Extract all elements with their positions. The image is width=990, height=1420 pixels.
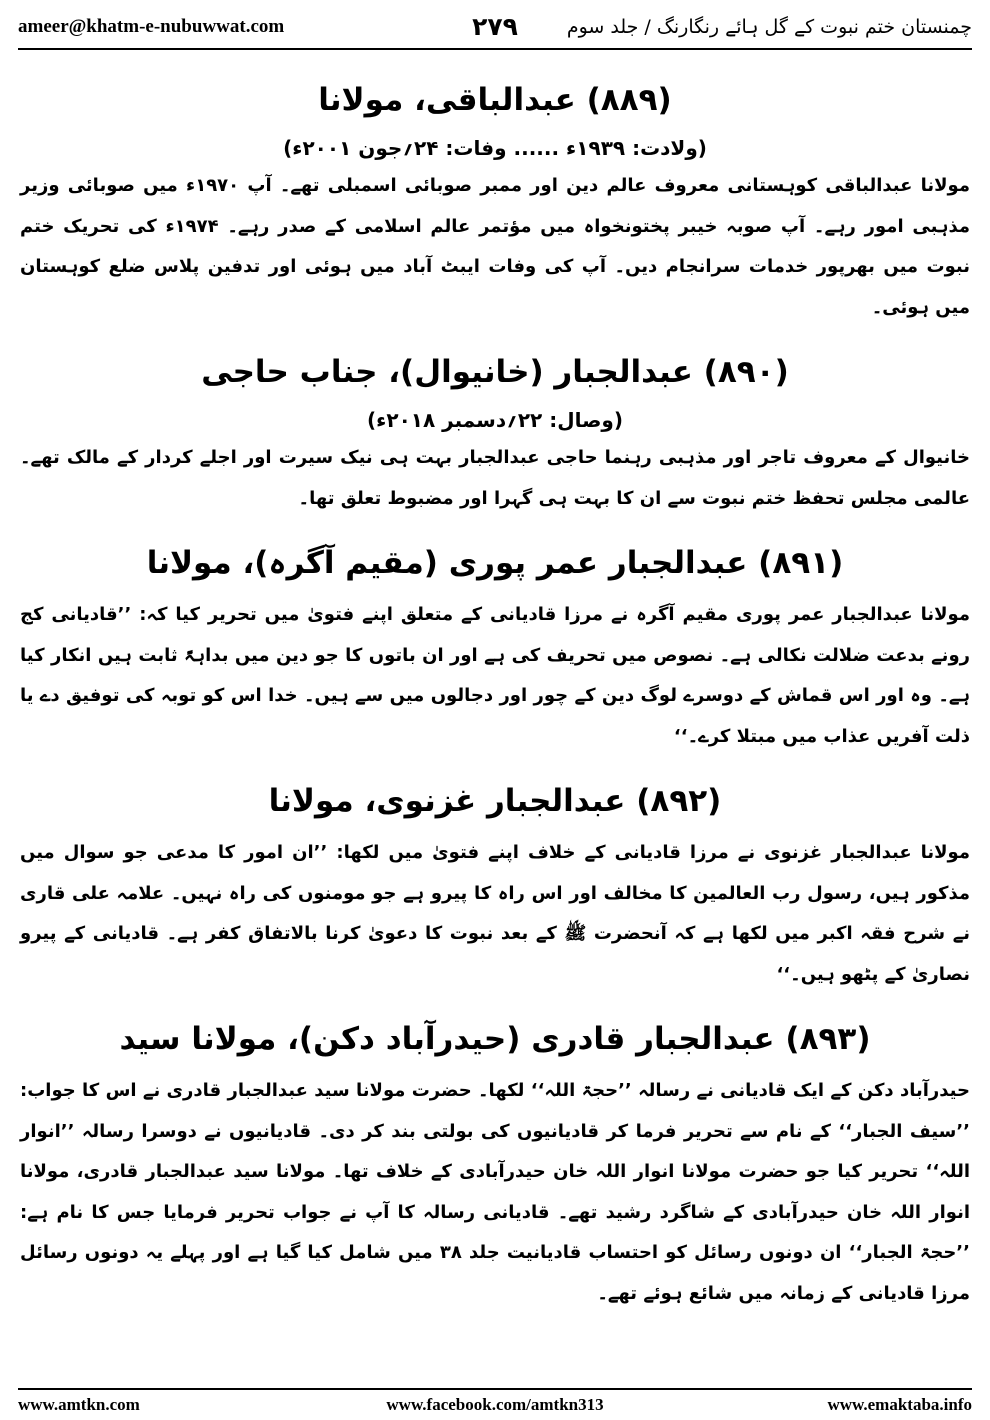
page-content — [20, 60, 970, 1314]
book-title: چمنستان ختم نبوت کے گل ہائے رنگارنگ / جلد سوم — [566, 16, 972, 38]
entry-890 — [20, 350, 970, 519]
footer-link-amtkn[interactable]: www.amtkn.com — [18, 1395, 140, 1414]
entry-heading: (۸۹۱) عبدالجبار عمر پوری (مقیم آگرہ)، مولانا — [146, 545, 844, 581]
header-email[interactable]: ameer@khatm-e-nubuwwat.com — [18, 16, 285, 37]
entry-dates: (ولادت: ۱۹۳۹ء ...... وفات: ۲۴؍جون ۲۰۰۱ء) — [283, 136, 707, 160]
footer-divider — [18, 1388, 972, 1390]
page-header — [18, 10, 972, 50]
entry-heading: (۸۹۳) عبدالجبار قادری (حیدرآباد دکن)، مولانا سید — [119, 1021, 871, 1057]
entry-paragraph: مولانا عبدالباقی کوہستانی معروف عالم دین اور ممبر صوبائی اسمبلی تھے۔ آپ ۱۹۷۰ء میں صوبائی وزیر مذہبی امور رہے۔ آپ صوبہ خیبر پختونخواہ میں مؤتمر عالم اسلامی کے صدر رہے۔ ۱۹۷۴ء کی تحریک ختم نبوت میں بھرپور خدمات سرانجام دیں۔ آپ کی وفات ایبٹ آباد میں ہوئی اور تدفین پلاس ضلع کوہستان میں ہوئی۔ — [20, 175, 971, 318]
entry-paragraph: مولانا عبدالجبار غزنوی نے مرزا قادیانی کے خلاف اپنے فتویٰ میں لکھا: ’’ان امور کا مدعی جو سوال میں مذکور ہیں، رسول رب العالمین کا مخالف اور اس راہ کا پیرو ہے جو مومنوں کی راہ نہیں۔ علامہ علی قاری نے شرح فقہ اکبر میں لکھا ہے کہ آنحضرت ﷺ کے بعد نبوت کا دعویٰ کرنا بالاتفاق کفر ہے۔ قادیانی کے پیرو نصاریٰ کے پٹھو ہیں۔‘‘ — [20, 842, 970, 985]
entry-891 — [20, 541, 970, 757]
footer-link-facebook[interactable]: www.facebook.com/amtkn313 — [386, 1395, 604, 1414]
entry-heading: (۸۸۹) عبدالباقی، مولانا — [318, 82, 672, 118]
page-footer — [18, 1395, 972, 1417]
entry-heading: (۸۹۰) عبدالجبار (خانیوال)، جناب حاجی — [201, 354, 789, 390]
entry-paragraph: خانیوال کے معروف تاجر اور مذہبی رہنما حاجی عبدالجبار بہت ہی نیک سیرت اور اجلے کردار کے مالک تھے۔ عالمی مجلس تحفظ ختم نبوت سے ان کا بہت ہی گہرا اور مضبوط تعلق تھا۔ — [20, 447, 970, 509]
footer-link-emaktaba[interactable]: www.emaktaba.info — [827, 1395, 972, 1414]
entry-heading: (۸۹۲) عبدالجبار غزنوی، مولانا — [268, 783, 722, 819]
header-divider — [18, 48, 972, 50]
entry-892 — [20, 779, 970, 995]
entry-889 — [20, 78, 970, 328]
entry-paragraph: حیدرآباد دکن کے ایک قادیانی نے رسالہ ’’حجۃ اللہ‘‘ لکھا۔ حضرت مولانا سید عبدالجبار قادری نے اس کا جواب: ’’سیف الجبار‘‘ کے نام سے تحریر فرما کر قادیانیوں کی بولتی بند کر دی۔ قادیانیوں نے دوسرا رسالہ ’’انوار اللہ‘‘ تحریر کیا جو حضرت مولانا انوار اللہ خان حیدرآبادی کے خلاف تھا۔ مولانا سید عبدالجبار قادری، مولانا انوار اللہ خان حیدرآبادی کے شاگرد رشید تھے۔ قادیانی رسالہ کا آپ نے جواب تحریر فرمایا جس کا نام ہے: ’’حجۃ الجبار‘‘ ان دونوں رسائل کو احتساب قادیانیت جلد ۳۸ میں شامل کیا گیا ہے اور پہلے یہ دونوں رسائل مرزا قادیانی کے زمانہ میں شائع ہوئے تھے۔ — [20, 1080, 970, 1304]
entry-dates: (وصال: ۲۲؍دسمبر ۲۰۱۸ء) — [367, 408, 623, 432]
page-number: ۲۷۹ — [472, 12, 518, 41]
entry-paragraph: مولانا عبدالجبار عمر پوری مقیم آگرہ نے مرزا قادیانی کے متعلق اپنے فتویٰ میں تحریر کیا کہ: ’’قادیانی کج رونے بدعت ضلالت نکالی ہے۔ نصوص میں تحریف کی ہے اور ان باتوں کا جو دین میں بداہۃً ثابت ہیں انکار کیا ہے۔ وہ اور اس قماش کے دوسرے لوگ دین کے چور اور دجالوں میں سے ہیں۔ خدا اس کو توبہ کی توفیق دے یا ذلت آفریں عذاب میں مبتلا کرے۔‘‘ — [20, 604, 970, 747]
entry-893 — [20, 1017, 970, 1314]
